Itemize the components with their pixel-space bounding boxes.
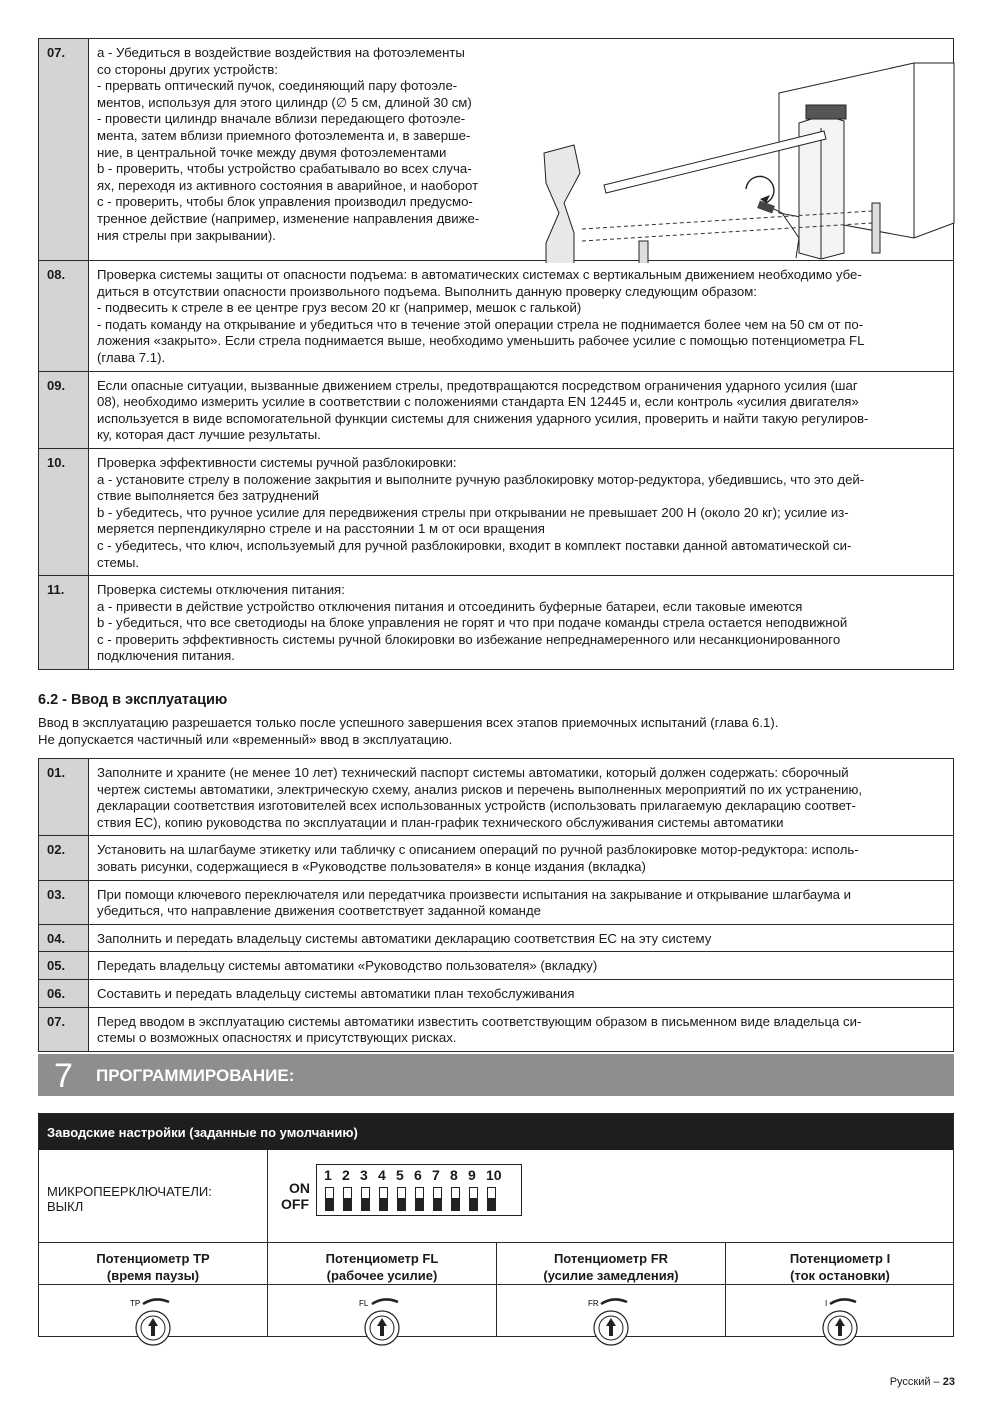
text-line: c - убедитесь, что ключ, используемый для ручной разблокировки, входит в комплект поставки данной автоматической си-: [97, 537, 852, 553]
table-row: [39, 448, 954, 575]
text-line: - прервать оптический пучок, соединяющий пару фотоэле-: [97, 78, 458, 94]
text-line: со стороны других устройств:: [97, 61, 278, 77]
text-line: Заполнить и передать владельцу системы автоматики декларацию соответствия ЕС на эту систему: [97, 930, 712, 946]
row-text: [89, 448, 954, 575]
table-row: [39, 880, 954, 924]
factory-settings-title: Заводские настройки (заданные по умолчанию): [47, 1125, 358, 1140]
pot-title-line: (рабочее усилие): [326, 1268, 438, 1283]
pot-title-line: (усилие замедления): [543, 1268, 679, 1283]
dip-number: 9: [468, 1167, 476, 1183]
text-line: a - привести в действие устройство отключения питания и отсоединить буферные батареи, если таковые имеются: [97, 598, 803, 614]
text-line: c - проверить, чтобы блок управления производил предусмо-: [97, 194, 473, 210]
pot-i-title: [726, 1250, 954, 1284]
chapter-number: 7: [54, 1057, 73, 1095]
pot-fr-title: [497, 1250, 725, 1284]
row-text: [89, 1007, 954, 1051]
table-row: [39, 759, 954, 836]
row-number: 10.: [39, 448, 89, 575]
text-line: b - проверить, чтобы устройство срабатывало во всех случа-: [97, 161, 472, 177]
text-line: подключения питания.: [97, 648, 235, 664]
text-line: стемы о возможных опасностях и присутствующих рисках.: [97, 1030, 457, 1046]
dip-on-label: ON: [289, 1180, 310, 1196]
text-line: меряется перпендикулярно стреле и на расстоянии 1 м от оси вращения: [97, 521, 545, 537]
text-line: мента, затем вблизи приемного фотоэлемента и, в заверше-: [97, 127, 471, 143]
text-line: При помощи ключевого переключателя или передатчика произвести испытания на закрывание и открывание шлагбаума и: [97, 886, 851, 902]
intro-line: Не допускается частичный или «временный» ввод в эксплуатацию.: [38, 731, 453, 747]
dip-number: 8: [450, 1167, 458, 1183]
text-line: Проверка эффективности системы ручной разблокировки:: [97, 454, 457, 470]
row-number: 09.: [39, 371, 89, 448]
row-number: 07.: [39, 39, 89, 261]
text-line: Установить на шлагбауме этикетку или табличку с описанием операций по ручной разблокировке мотор-редуктора: исполь-: [97, 842, 859, 858]
text-line: используется в виде вспомогательной функции системы для снижения ударного усилия, проверить и найти такую регулиров-: [97, 410, 869, 426]
text-line: чертеж системы автоматики, электрическую схему, анализ рисков и перечень выполненных мероприятий по их устранению,: [97, 781, 863, 797]
text-line: ку, которая даст лучшие результаты.: [97, 427, 321, 443]
pot-tp-title: [39, 1250, 267, 1284]
text-line: Если опасные ситуации, вызванные движением стрелы, предотвращаются посредством ограничения ударного усилия (шаг: [97, 377, 858, 393]
microswitch-label: [47, 1184, 212, 1214]
dip-number: 7: [432, 1167, 440, 1183]
table-row: [39, 576, 954, 670]
text-line: b - убедиться, что все светодиоды на блоке управления не горят и что при подаче команды стрела остается неподвижной: [97, 615, 848, 631]
page-number: 23: [942, 1376, 955, 1388]
table-row: [39, 979, 954, 1007]
potentiometer-icon: [352, 1294, 412, 1350]
dip-switch-toggle: [487, 1187, 496, 1211]
pot-title-line: Потенциометр FR: [553, 1251, 669, 1266]
text-line: ствие выполняется без затруднений: [97, 488, 319, 504]
potentiometer-icon: [123, 1294, 183, 1350]
factory-settings-header: [39, 1114, 953, 1150]
text-line: ние, в центральной точке между двумя фотоэлементами: [97, 144, 447, 160]
table-row: [39, 371, 954, 448]
microswitch-label-line: ВЫКЛ: [47, 1199, 84, 1214]
text-line: 08), необходимо измерить усилие в соответствии с положениями стандарта EN 12445 и, если контроль «усилия двигателя»: [97, 394, 859, 410]
row-text: [89, 924, 954, 952]
section-heading: 6.2 - Ввод в эксплуатацию: [38, 692, 228, 708]
pot-tag: FL: [359, 1299, 369, 1308]
dip-switch-toggle: [361, 1187, 370, 1211]
dip-switch-toggle: [397, 1187, 406, 1211]
row-text: [89, 371, 954, 448]
row-number: 02.: [39, 836, 89, 880]
text-line: ложения «закрыто». Если стрела поднимается выше, необходимо уменьшить рабочее усилие с помощью потенциометра FL: [97, 333, 865, 349]
dip-switch-toggle: [325, 1187, 334, 1211]
pot-tag: TP: [130, 1299, 141, 1308]
dip-switch-toggle: [451, 1187, 460, 1211]
checks-table: [38, 38, 954, 670]
dip-switch-toggle: [379, 1187, 388, 1211]
row-number: 01.: [39, 759, 89, 836]
text-line: ствия ЕС), копию руководства по эксплуатации и план-график технического обслуживания системы автоматики: [97, 814, 784, 830]
footer-language: Русский –: [889, 1376, 940, 1388]
row-text: [89, 261, 954, 372]
text-line: ментов, используя для этого цилиндр (∅ 5 см, длиной 30 см): [97, 94, 472, 110]
dip-switch-toggle: [415, 1187, 424, 1211]
table-row: [39, 952, 954, 980]
text-line: ния стрелы при закрывании).: [97, 227, 276, 243]
table-row: [39, 1007, 954, 1051]
table-row: [39, 261, 954, 372]
dip-number: 6: [414, 1167, 422, 1183]
row-text: [89, 979, 954, 1007]
row-number: 06.: [39, 979, 89, 1007]
page-footer: [890, 1376, 955, 1388]
pot-fl-title: [268, 1250, 496, 1284]
table-row: [39, 924, 954, 952]
pot-tag: FR: [588, 1299, 599, 1308]
table-row: [39, 39, 954, 261]
pot-tag: I: [825, 1299, 828, 1308]
text-line: b - убедитесь, что ручное усилие для передвижения стрелы при открывании не превышает 200 Н (около 20 кг); усилие из-: [97, 504, 849, 520]
row-number: 07.: [39, 1007, 89, 1051]
row-text: [89, 759, 954, 836]
text-line: - подать команду на открывание и убедиться что в течение этой операции стрела не поднимается более чем на 50 см от по-: [97, 316, 864, 332]
dip-off-label: OFF: [281, 1196, 309, 1212]
text-line: декларации соответствия изготовителей всех использованных устройств (использовать прилагаемую декларацию соответ-: [97, 798, 856, 814]
chapter-banner: [38, 1054, 954, 1096]
text-line: - провести цилиндр вначале вблизи передающего фотоэле-: [97, 111, 466, 127]
dip-number: 1: [324, 1167, 332, 1183]
potentiometer-icon: [581, 1294, 641, 1350]
text-line: тренное действие (например, изменение направления движе-: [97, 210, 480, 226]
row-text: [89, 952, 954, 980]
dip-switch-toggle: [469, 1187, 478, 1211]
pot-title-line: Потенциометр TP: [96, 1251, 210, 1266]
text-line: Перед вводом в эксплуатацию системы автоматики известить соответствующим образом в письменном виде владельца си-: [97, 1013, 862, 1029]
row-text: [89, 880, 954, 924]
dip-switch-toggle: [343, 1187, 352, 1211]
table-row: [39, 836, 954, 880]
row-text: [89, 836, 954, 880]
text-line: c - проверить эффективность системы ручной блокировки во избежание непреднамеренного или несанкционированного: [97, 631, 841, 647]
dip-number: 2: [342, 1167, 350, 1183]
potentiometer-icon: [810, 1294, 870, 1350]
pot-title-line: Потенциометр I: [789, 1251, 891, 1266]
text-line: Проверка системы отключения питания:: [97, 582, 345, 598]
barrier-illustration: [534, 53, 959, 263]
text-line: Заполните и храните (не менее 10 лет) технический паспорт системы автоматики, который должен содержать: сборочный: [97, 765, 849, 780]
dip-number: 5: [396, 1167, 404, 1183]
commissioning-table: [38, 758, 954, 1052]
text-line: зовать рисунки, содержащиеся в «Руководстве пользователя» в конце издания (вкладка): [97, 858, 646, 874]
row-text: [89, 576, 954, 670]
text-line: убедиться, что направление движения соответствует заданной команде: [97, 903, 541, 919]
pot-title-line: (время паузы): [106, 1268, 200, 1283]
text-line: - подвесить к стреле в ее центре груз весом 20 кг (например, мешок с галькой): [97, 300, 582, 316]
row-number: 03.: [39, 880, 89, 924]
dip-number: 10: [486, 1167, 502, 1183]
row-number: 08.: [39, 261, 89, 372]
text-line: Составить и передать владельцу системы автоматики план техобслуживания: [97, 985, 575, 1001]
pot-title-line: (ток остановки): [790, 1268, 890, 1283]
text-line: a - Убедиться в воздействие воздействия на фотоэлементы: [97, 45, 465, 60]
microswitch-label-line: МИКРОПЕЕРКЛЮЧАТЕЛИ:: [47, 1184, 212, 1199]
intro-line: Ввод в эксплуатацию разрешается только после успешного завершения всех этапов приемочных испытаний (глава 6.1).: [38, 715, 779, 730]
row-number: 05.: [39, 952, 89, 980]
factory-settings-box: [38, 1113, 954, 1337]
dip-number: 4: [378, 1167, 386, 1183]
dip-switch-toggle: [433, 1187, 442, 1211]
row-text: [89, 39, 954, 261]
text-line: диться в отсутствии опасности произвольного подъема. Выполнить данную проверку следующим образом:: [97, 283, 757, 299]
pot-title-line: Потенциометр FL: [325, 1251, 439, 1266]
dip-number: 3: [360, 1167, 368, 1183]
text-line: a - установите стрелу в положение закрытия и выполните ручную разблокировку мотор-редуктора, убедившись, что это дей-: [97, 471, 865, 487]
text-line: (глава 7.1).: [97, 349, 166, 365]
row-number: 11.: [39, 576, 89, 670]
text-line: Проверка системы защиты от опасности подъема: в автоматических системах с вертикальным движением необходимо убе-: [97, 267, 862, 282]
text-line: стемы.: [97, 554, 140, 570]
text-line: ях, переходя из активного состояния в аварийное, и наоборот: [97, 177, 479, 193]
chapter-title: ПРОГРАММИРОВАНИЕ:: [96, 1066, 295, 1085]
text-line: Передать владельцу системы автоматики «Руководство пользователя» (вкладку): [97, 958, 598, 974]
row-number: 04.: [39, 924, 89, 952]
section-intro: [38, 715, 778, 748]
